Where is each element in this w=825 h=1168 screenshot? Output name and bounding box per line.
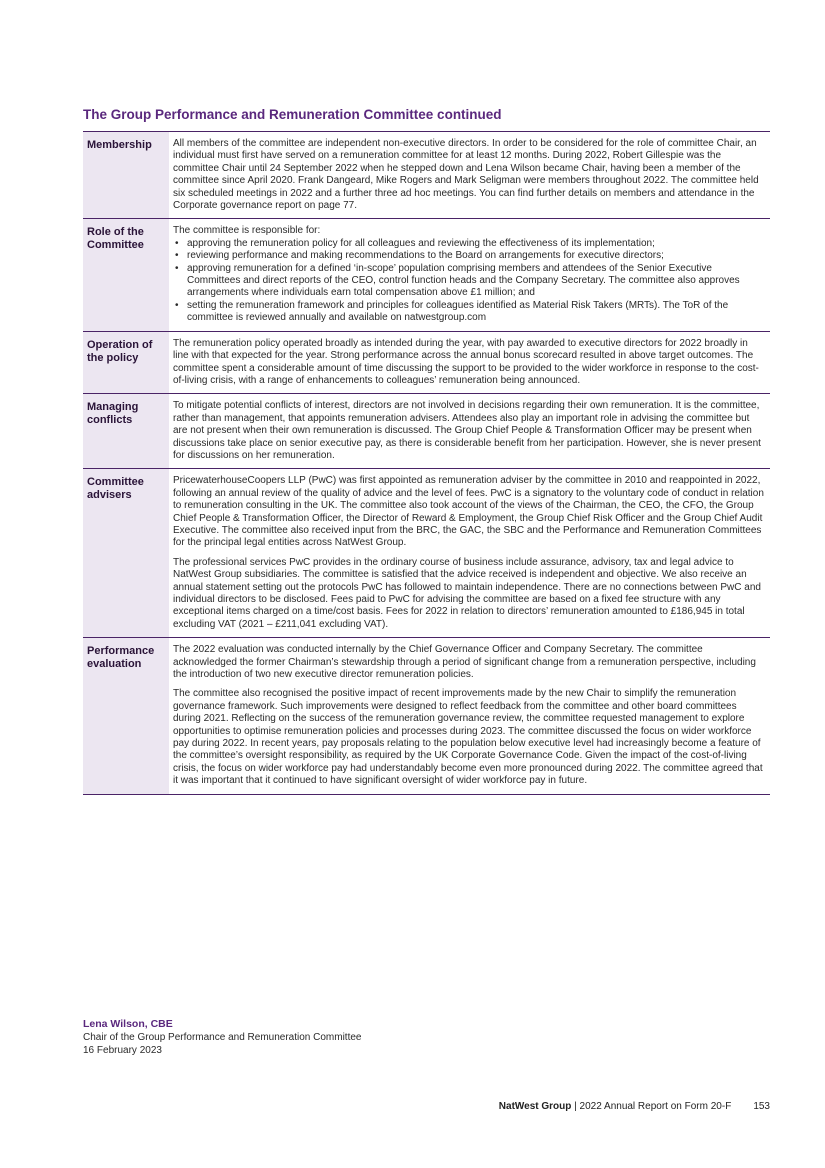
table-row-operation: [83, 332, 770, 395]
row-content: [169, 394, 770, 468]
row-content: [169, 638, 770, 793]
responsibility-list: [173, 238, 766, 325]
row-content: [169, 132, 770, 218]
table-row-conflicts: [83, 394, 770, 469]
signoff: [83, 1018, 361, 1057]
row-content: [169, 469, 770, 637]
row-label: Committee advisers: [83, 469, 169, 637]
table-row-role: [83, 219, 770, 331]
table-row-advisers: [83, 469, 770, 638]
signatory-role: Chair of the Group Performance and Remuneration Committee: [83, 1032, 362, 1043]
paragraph: All members of the committee are independent non-executive directors. In order to be considered for the role of committee Chair, an individual must first have served on a remuneration committee for at least 12 months. During 2022, Robert Gillespie was the committee Chair until 24 September 2022 when he stepped down and Lena Wilson became Chair, having been a member of the committee since April 2020. Frank Dangeard, Mike Rogers and Mark Seligman were members throughout 2022. The committee held six scheduled meetings in 2022 and a further three ad hoc meetings. You can find further details on members and attendance in the Corporate governance report on page 77.: [173, 138, 759, 212]
paragraph: The committee also recognised the positive impact of recent improvements made by the new Chair to simplify the remuneration governance framework. Such improvements were designed to reflect feedback from the committee and other board committees during 2021. Reflecting on the success of the remuneration governance review, the committee requested management to explore opportunities to optimise remuneration policies and processes during 2023. The committee discussed the focus on wider workforce pay during 2022. In recent years, pay proposals relating to the population below executive level had increasingly become a feature of the committee’s oversight responsibility, as required by the UK Corporate Governance Code. Given the impact of the cost-of-living crisis, the focus on wider workforce pay had understandably become even more pronounced during 2022. The committee agreed that it was important that it continued to have significant oversight of wider workforce pay in future.: [173, 688, 763, 787]
list-item: • reviewing performance and making recommendations to the Board on arrangements for executive directors;: [173, 250, 766, 262]
committee-table: [83, 131, 770, 795]
table-row-evaluation: [83, 638, 770, 794]
signatory-name: Lena Wilson, CBE: [83, 1018, 173, 1030]
paragraph: The 2022 evaluation was conducted internally by the Chief Governance Officer and Company Secretary. The committee acknowledged the former Chairman’s stewardship through a period of significant change from a remuneration perspective, including the introduction of two new executive director remuneration policies.: [173, 644, 756, 681]
page-number: 153: [753, 1101, 770, 1112]
list-item: • approving remuneration for a defined ‘in-scope’ population comprising members and attendees of the Senior Executive Committees and direct reports of the CEO, control function heads and the Company Secretary. The committee also approves arrangements where individuals earn total compensation above £1 million; and: [173, 263, 766, 300]
row-label: Managing conflicts: [83, 394, 169, 468]
row-label: Role of the Committee: [83, 219, 169, 330]
list-item: • setting the remuneration framework and principles for colleagues identified as Material Risk Takers (MRTs). The ToR of the committee is reviewed annually and available on natwestgroup.com: [173, 300, 766, 325]
row-content: [169, 219, 770, 330]
paragraph: The professional services PwC provides in the ordinary course of business include assurance, advisory, tax and legal advice to NatWest Group subsidiaries. The committee is satisfied that the advice received is independent and objective. We also receive an annual statement setting out the protocols PwC has followed to maintain independence. There are no connections between PwC and individual directors to be disclosed. Fees paid to PwC for advising the committee are based on a fixed fee structure with any exceptional items charged on a time/cost basis. Fees for 2022 in relation to directors’ remuneration amounted to £186,945 in total excluding VAT (2021 – £211,041 excluding VAT).: [173, 556, 761, 630]
page-footer: [499, 1101, 770, 1112]
list-item: • approving the remuneration policy for all colleagues and reviewing the effectiveness of its implementation;: [173, 238, 766, 250]
footer-report-title: 2022 Annual Report on Form 20-F: [579, 1101, 732, 1112]
paragraph: PricewaterhouseCoopers LLP (PwC) was first appointed as remuneration adviser by the committee in 2010 and reappointed in 2022, following an annual review of the quality of advice and the level of fees. PwC is a signatory to the voluntary code of conduct in relation to remuneration consulting in the UK. The committee also took account of the views of the Chairman, the CEO, the CFO, the Group Chief People & Transformation Officer, the Director of Reward & Employment, the Group Chief Risk Officer and the Group Chief Audit Executive. The committee also received input from the BRC, the GAC, the SBC and the Performance and Remuneration Committees for the principal legal entities across NatWest Group.: [173, 475, 764, 549]
paragraph: The committee is responsible for:: [173, 225, 321, 237]
footer-separator: |: [571, 1101, 580, 1112]
row-content: [169, 332, 770, 394]
footer-brand: NatWest Group: [498, 1101, 572, 1112]
row-label: Operation of the policy: [83, 332, 169, 394]
page-title: The Group Performance and Remuneration Committee continued: [83, 107, 502, 122]
paragraph: The remuneration policy operated broadly as intended during the year, with pay awarded to executive directors for 2022 broadly in line with that expected for the year. Strong performance across the annual bonus scorecard resulted in above target outcomes. The committee spent a considerable amount of time discussing the support to be provided to the wider workforce in response to the cost-of-living crisis, with a range of enhancements to colleagues’ remuneration being announced.: [173, 337, 759, 386]
table-row-membership: [83, 132, 770, 219]
row-label: Membership: [83, 132, 169, 218]
signoff-date: 16 February 2023: [83, 1045, 162, 1056]
paragraph: To mitigate potential conflicts of interest, directors are not involved in decisions regarding their own remuneration. It is the committee, rather than management, that appoints remuneration advisers. Attendees also play an important role in advising the committee but are not present when their own remuneration is discussed. The Group Chief People & Transformation Officer may be present when discussions take place on senior executive pay, as there is considerable benefit from her participation. However, she is never present for discussions on her remuneration.: [173, 400, 761, 461]
row-label: Performance evaluation: [83, 638, 169, 793]
